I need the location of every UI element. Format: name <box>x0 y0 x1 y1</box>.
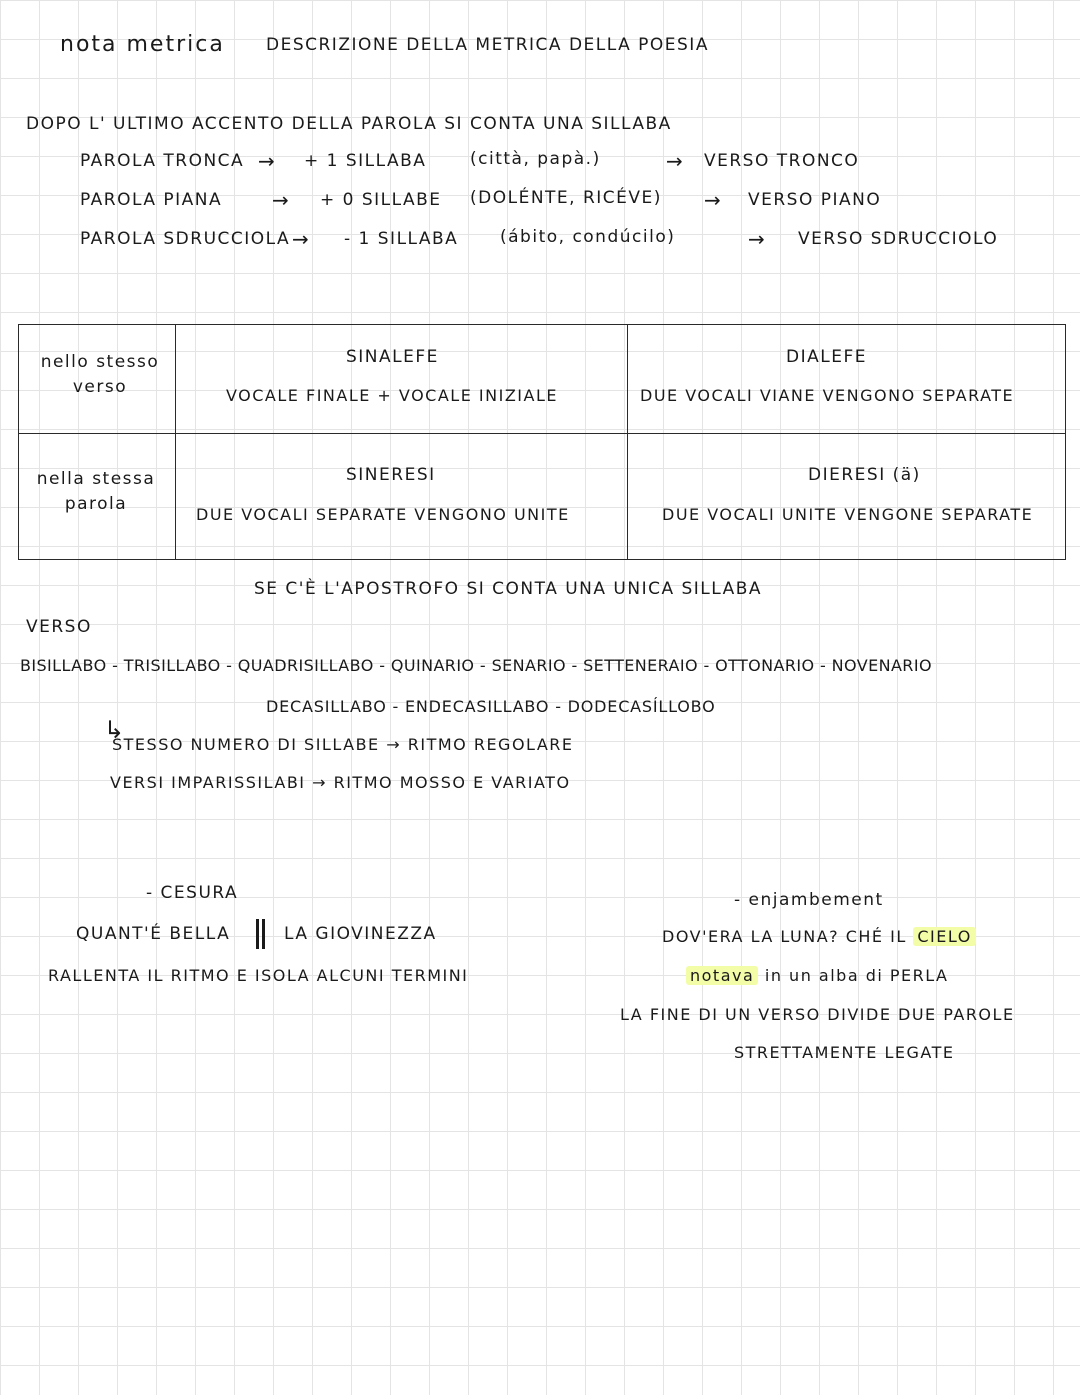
word-type: PAROLA PIANA <box>80 190 223 210</box>
table-divider <box>627 325 628 559</box>
apostrofo-note: SE C'È L'APOSTROFO SI CONTA UNA UNICA SILLABA <box>254 579 763 599</box>
arrow-icon: → <box>748 227 767 251</box>
examples: (DOLÉNTE, RICÉVE) <box>470 188 662 208</box>
dieresi-desc: DUE VOCALI UNITE VENGONE SEPARATE <box>662 505 1034 524</box>
enjambement-example-line1 <box>662 929 976 945</box>
arrow-icon: → <box>704 188 723 212</box>
arrow-icon: → <box>666 149 685 173</box>
branch-arrow-icon: ↳ <box>104 716 126 744</box>
verse-type: VERSO SDRUCCIOLO <box>798 229 999 249</box>
row-label-same-verse: nello stesso verso <box>40 352 160 397</box>
highlighted-word: CIELO <box>913 927 975 946</box>
rhythm-varied: VERSI IMPARISSILABI → RITMO MOSSO E VARIATO <box>110 773 571 792</box>
enjambement-text: in un alba di PERLA <box>764 966 949 985</box>
cesura-example-left: QUANT'É BELLA <box>76 924 231 944</box>
dialefe-title: DIALEFE <box>786 347 867 367</box>
cesura-title: - CESURA <box>146 883 239 903</box>
cesura-mark <box>262 919 265 949</box>
examples: (ábito, condúcilo) <box>500 227 676 247</box>
verse-types-line2: DECASILLABO - ENDECASILLABO - DODECASÍLLOBO <box>266 697 716 716</box>
table-divider <box>175 325 176 559</box>
syllable-count: + 0 SILLABE <box>320 190 442 210</box>
metric-figures-table <box>18 324 1066 560</box>
word-type: PAROLA TRONCA <box>80 151 245 171</box>
highlighted-word: notava <box>686 966 758 985</box>
page-title: DESCRIZIONE DELLA METRICA DELLA POESIA <box>266 35 709 55</box>
dieresi-title: DIERESI (ä) <box>808 465 921 485</box>
dialefe-desc: DUE VOCALI VIANE VENGONO SEPARATE <box>640 386 1015 405</box>
verse-types-line1: BISILLABO - TRISILLABO - QUADRISILLABO - QUINARIO - SENARIO - SETTENERAIO - OTTONARIO - NOVENARIO <box>20 656 932 675</box>
cesura-example-right: LA GIOVINEZZA <box>284 924 437 944</box>
arrow-icon: → <box>292 227 311 251</box>
accent-intro: DOPO L' ULTIMO ACCENTO DELLA PAROLA SI CONTA UNA SILLABA <box>26 114 672 134</box>
table-divider <box>19 433 1065 434</box>
sineresi-desc: DUE VOCALI SEPARATE VENGONO UNITE <box>196 505 570 524</box>
verse-type: VERSO TRONCO <box>704 151 860 171</box>
enjambement-title: - enjambement <box>734 890 884 910</box>
verso-heading: VERSO <box>26 617 92 637</box>
arrow-icon: → <box>272 188 291 212</box>
enjambement-desc2: STRETTAMENTE LEGATE <box>734 1043 955 1062</box>
sinalefe-desc: VOCALE FINALE + VOCALE INIZIALE <box>226 386 558 405</box>
syllable-count: + 1 SILLABA <box>304 151 427 171</box>
note-label: nota metrica <box>60 32 225 57</box>
word-type: PAROLA SDRUCCIOLA <box>80 229 291 249</box>
enjambement-example-line2 <box>686 968 949 984</box>
examples: (città, papà.) <box>470 149 601 169</box>
sineresi-title: SINERESI <box>346 465 436 485</box>
verse-type: VERSO PIANO <box>748 190 882 210</box>
arrow-icon: → <box>258 149 277 173</box>
enjambement-desc1: LA FINE DI UN VERSO DIVIDE DUE PAROLE <box>620 1005 1015 1024</box>
cesura-mark <box>256 919 259 949</box>
row-label-same-word: nella stessa parola <box>36 469 156 514</box>
enjambement-text: DOV'ERA LA LUNA? CHÉ IL <box>662 927 907 946</box>
sinalefe-title: SINALEFE <box>346 347 439 367</box>
cesura-desc: RALLENTA IL RITMO E ISOLA ALCUNI TERMINI <box>48 966 469 985</box>
rhythm-regular: STESSO NUMERO DI SILLABE → RITMO REGOLARE <box>112 735 574 754</box>
syllable-count: - 1 SILLABA <box>344 229 459 249</box>
